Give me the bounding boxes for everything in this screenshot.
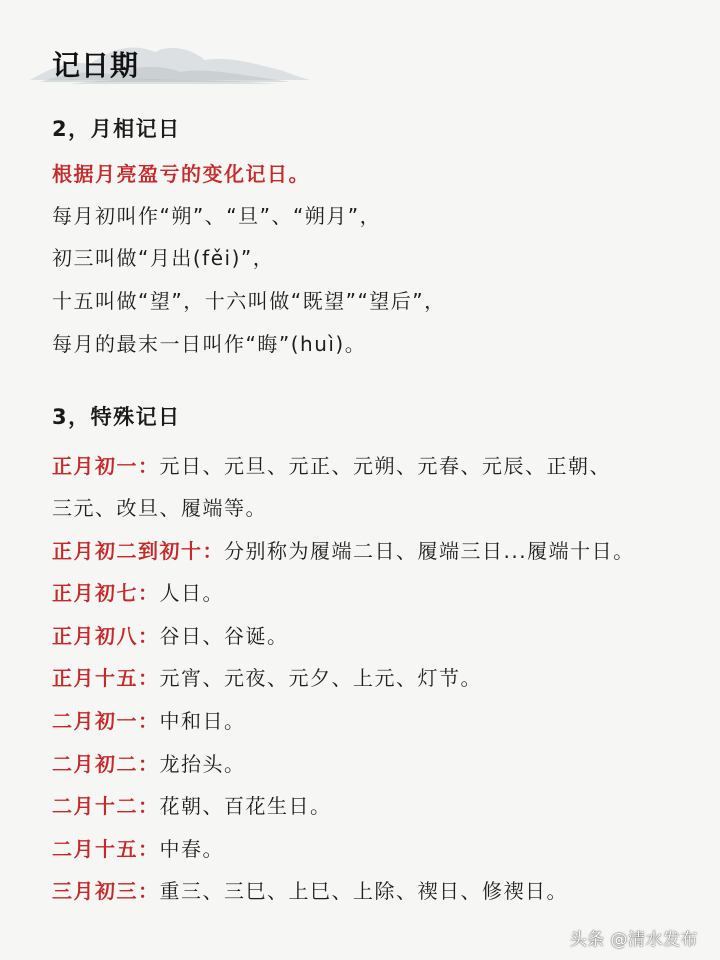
date-label: 正月初八：	[52, 624, 160, 648]
list-item	[52, 707, 246, 735]
date-names: 谷日、谷诞。	[159, 624, 289, 648]
list-item	[52, 750, 246, 778]
list-item	[52, 494, 267, 522]
list-item	[52, 835, 224, 863]
date-label: 正月初七：	[52, 581, 160, 605]
date-names: 重三、三巳、上巳、上除、禊日、修禊日。	[159, 879, 568, 903]
date-label: 正月十五：	[52, 666, 160, 690]
list-item	[52, 452, 611, 480]
author-watermark: 头条 @清水发布	[569, 930, 698, 950]
date-names: 花朝、百花生日。	[159, 794, 332, 818]
text-line: 十五叫做“望”，十六叫做“既望”“望后”，	[52, 289, 446, 313]
date-label: 正月初二到初十：	[52, 539, 224, 563]
date-names: 分别称为履端二日、履端三日...履端十日。	[224, 539, 635, 563]
list-item	[52, 792, 332, 820]
date-label: 三月初三：	[52, 879, 160, 903]
list-item	[52, 664, 482, 692]
date-names: 中春。	[159, 837, 224, 861]
section-heading-special-days: 3，特殊记日	[52, 405, 181, 429]
date-names: 人日。	[159, 581, 224, 605]
title-banner	[30, 30, 310, 90]
list-item	[52, 622, 289, 650]
date-label: 二月初一：	[52, 709, 160, 733]
list-item	[52, 537, 635, 565]
list-item	[52, 877, 568, 905]
date-label: 二月初二：	[52, 752, 160, 776]
text-line: 每月的最末一日叫作“晦”(huì)。	[52, 332, 367, 356]
page-title: 记日期	[52, 49, 140, 82]
text-line: 初三叫做“月出(fěi)”，	[52, 246, 275, 270]
date-names: 中和日。	[159, 709, 246, 733]
section-intro: 根据月亮盈亏的变化记日。	[52, 162, 310, 186]
text-line: 每月初叫作“朔”、“旦”、“朔月”，	[52, 204, 382, 228]
date-names: 龙抬头。	[159, 752, 246, 776]
section-heading-moon-phase: 2，月相记日	[52, 117, 181, 141]
date-names: 元宵、元夜、元夕、上元、灯节。	[159, 666, 482, 690]
date-names: 三元、改旦、履端等。	[52, 496, 267, 520]
date-label: 二月十二：	[52, 794, 160, 818]
list-item	[52, 579, 224, 607]
date-label: 正月初一：	[52, 454, 160, 478]
date-names: 元日、元旦、元正、元朔、元春、元辰、正朝、	[159, 454, 611, 478]
date-label: 二月十五：	[52, 837, 160, 861]
